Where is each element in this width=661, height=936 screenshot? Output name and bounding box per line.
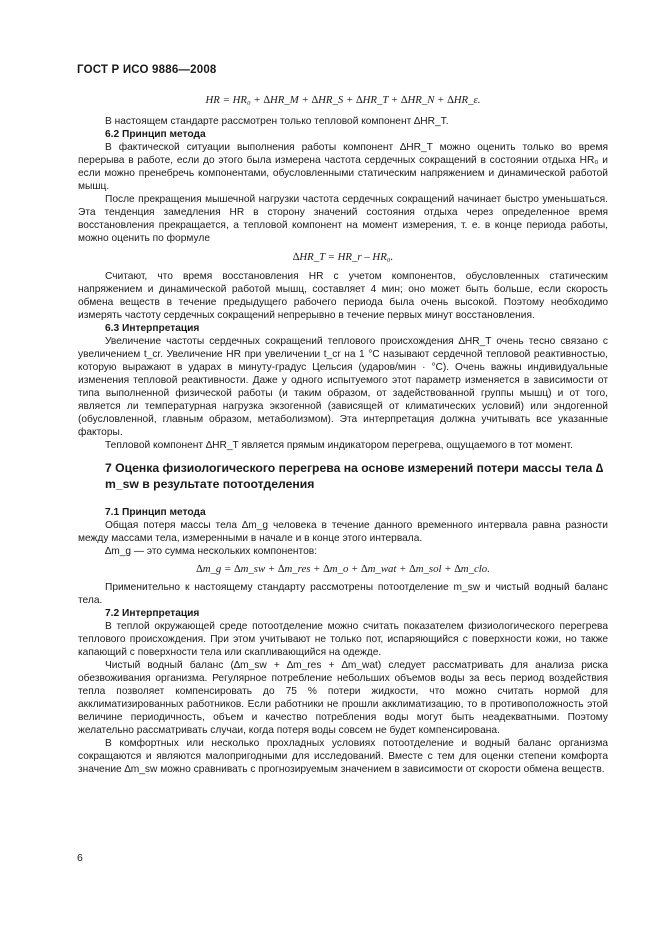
paragraph: Считают, что время восстановления HR с учетом компонентов, обусловленных статическим напряжением и динамической работой мышц, составляет 4 мин; оно может быть больше, если скорость обмена веществ в течение предыдущего рабочего периода была очень высокой. Поэтому необходимо измерять частоту сердечных сокращений непрерывно в течение первых минут восстановления.: [78, 271, 608, 321]
section-6-text: [78, 94, 608, 452]
subsection-heading: 7.1 Принцип метода: [105, 507, 206, 518]
paragraph: Общая потеря массы тела ∆m_g человека в течение данного временного интервала равна разности между массами тела, измеренными в начале и в конце этого интервала.: [78, 520, 608, 544]
section-7-heading: 7 Оценка физиологического перегрева на основе измерений потери массы тела ∆ m_sw в результате потоотделения: [105, 461, 604, 491]
paragraph: Тепловой компонент ∆HR_T является прямым индикатором перегрева, ощущаемого в тот момент.: [105, 440, 573, 451]
formula-mass-loss: ∆m_g = ∆m_sw + ∆m_res + ∆m_o + ∆m_wat + ∆m_sol + ∆m_clo.: [196, 563, 490, 575]
section-7-text: [78, 506, 608, 776]
subsection-heading: 6.3 Интерпретация: [105, 323, 200, 334]
subsection-heading: 7.2 Интерпретация: [105, 608, 200, 619]
paragraph: Чистый водный баланс (∆m_sw + ∆m_res + ∆m_wat) следует рассматривать для анализа риска обезвоживания организма. Регулярное потребление небольших объемов воды за весь период воздействия тепла позволяет компенсировать до 75 % потери жидкости, что можно считать нормой для акклиматизированных работников. Если работники не прошли акклиматизацию, то в противоположность этой величине периодичность, объем и качество потребления воды могут быть неадекватными. Поэтому желательно рассматривать случаи, когда потеря воды совсем не будет компенсирована.: [78, 660, 608, 736]
paragraph: В комфортных или несколько прохладных условиях потоотделение и водный баланс организма сокращаются и являются малопригодными для исследований. Вместе с тем для оценки степени комфорта значение ∆m_sw можно сравнивать с прогнозируемым значением в зависимости от скорости обмена веществ.: [78, 738, 608, 775]
paragraph: Увеличение частоты сердечных сокращений теплового происхождения ∆HR_T очень тесно связано с увеличением t_cr. Увеличение HR при увеличении t_cr на 1 °С называют сердечной тепловой реактивностью, которую выражают в ударах в минуту-градус Цельсия (ударов/мин · °С). Очень важны индивидуальные изменения тепловой реактивности. Даже у одного испытуемого этот параметр изменяется в зависимости от типа выполненной физической работы (и таким образом, от задействованной группы мышц) и от того, является ли температурная нагрузка экзогенной (зависящей от климатических условий) или эндогенной (обусловленной, главным образом, метаболизмом). Эта интерпретация должна учитывать все указанные факторы.: [78, 336, 608, 438]
subsection-heading: 6.2 Принцип метода: [105, 129, 206, 140]
paragraph: После прекращения мышечной нагрузки частота сердечных сокращений начинает быстро уменьшаться. Эта тенденция замедления HR в сторону значений состояния отдыха через определенное время восстановления прекращается, а тепловой компонент на момент измерения, т. е. в конце периода работы, можно оценить по формуле: [78, 194, 608, 244]
paragraph: В теплой окружающей среде потоотделение можно считать показателем физиологического перегрева теплового происхождения. При этом учитывают не только пот, испаряющийся с поверхности кожи, но также капающий с поверхности тела или скапливающийся на одежде.: [78, 621, 608, 658]
page-number: 6: [77, 852, 83, 864]
formula-thermal-component: ∆HR_T = HR_r – HR₀.: [292, 251, 394, 263]
paragraph: В настоящем стандарте рассмотрен только тепловой компонент ∆HR_T.: [105, 116, 449, 127]
formula-heart-rate: HR = HR₀ + ∆HR_M + ∆HR_S + ∆HR_T + ∆HR_N + ∆HR_ε.: [205, 94, 481, 106]
paragraph: Применительно к настоящему стандарту рассмотрены потоотделение m_sw и чистый водный баланс тела.: [78, 582, 608, 606]
paragraph: В фактической ситуации выполнения работы компонент ∆HR_T можно оценить только во время перерыва в работе, если до этого была измерена частота сердечных сокращений в состоянии отдыха HR₀ и если можно пренебречь компонентами, обусловленными статическим напряжением и динамической работой мышц.: [78, 142, 608, 192]
document-header: ГОСТ Р ИСО 9886—2008: [77, 64, 217, 76]
paragraph: ∆m_g — это сумма нескольких компонентов:: [105, 546, 318, 557]
